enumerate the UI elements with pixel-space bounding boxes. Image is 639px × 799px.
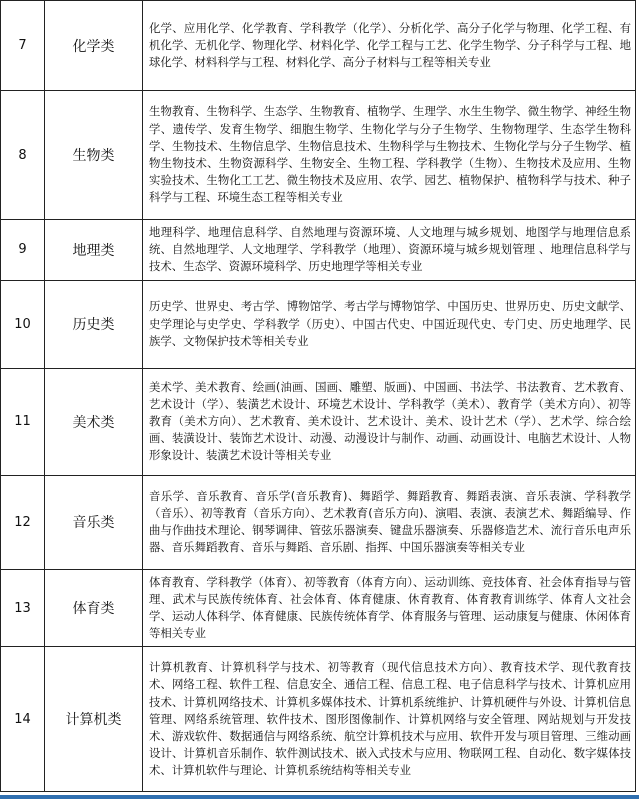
row-number: 13 <box>1 569 45 647</box>
table-row <box>1 475 636 569</box>
category-name: 体育类 <box>45 569 143 647</box>
table-row <box>1 647 636 792</box>
category-name: 化学类 <box>45 1 143 91</box>
category-name: 计算机类 <box>45 647 143 792</box>
category-name: 音乐类 <box>45 475 143 569</box>
major-list: 地理科学、地理信息科学、自然地理与资源环境、人文地理与城乡规划、地图学与地理信息系统、自然地理学、人文地理学、学科教学（地理）、资源环境与城乡规划管理 、地理信息科学与技术、生态学、资源环境科学、历史地理学等相关专业 <box>143 220 636 281</box>
major-list: 体育教育、学科教学（体育）、初等教育（体育方向）、运动训练、竞技体育、社会体育指导与管理、武术与民族传统体育、社会体育、体育健康、休育教育、体育教育训练学、体育人文社会学、运动人体科学、体育健康、民族传统体育学、体育服务与管理、运动康复与健康、休闲体育等相关专业 <box>143 569 636 647</box>
bottom-divider <box>0 795 639 799</box>
table-row <box>1 368 636 475</box>
major-list: 美术学、美术教育、绘画(油画、国画、雕塑、版画)、中国画、书法学、书法教育、艺术教育、艺术设计（学）、装潢艺术设计、环境艺术设计、学科教学（美术）、教育学（美术方向）、初等教育（美术方向）、艺术教育、美术设计、艺术设计、美术、设计艺术（学）、艺术学、综合绘画、装潢设计、装饰艺术设计、动漫、动漫设计与制作、动画、动画设计、电脑艺术设计、人物形象设计、装潢艺术设计等相关专业 <box>143 368 636 475</box>
row-number: 10 <box>1 280 45 368</box>
major-list: 计算机教育、计算机科学与技术、初等教育（现代信息技术方向）、教育技术学、现代教育技术、网络工程、软件工程、信息安全、通信工程、信息工程、电子信息科学与技术、计算机应用技术、计算机网络技术、计算机多媒体技术、计算机系统维护、计算机硬件与外设、计算机信息管理、网络系统管理、软件技术、图形图像制作、计算机网络与安全管理、网站规划与开发技术、游戏软件、数据通信与网络系统、航空计算机技术与应用、软件开发与项目管理、三维动画设计、计算机音乐制作、软件测试技术、嵌入式技术与应用、物联网工程、自动化、数字媒体技术、计算机软件与理论、计算机系统结构等相关专业 <box>143 647 636 792</box>
major-list: 音乐学、音乐教育、音乐学(音乐教育)、舞蹈学、舞蹈教育、舞蹈表演、音乐表演、学科教学（音乐）、初等教育（音乐方向）、艺术教育(音乐方向)、演唱、表演、表演艺术、舞蹈编导、作曲与作曲技术理论、钢琴调律、管弦乐器演奏、键盘乐器演奏、乐器修造艺术、流行音乐电声乐器、音乐舞蹈教育、音乐与舞蹈、音乐剧、指挥、中国乐器演奏等相关专业 <box>143 475 636 569</box>
table-row <box>1 569 636 647</box>
category-name: 美术类 <box>45 368 143 475</box>
row-number: 9 <box>1 220 45 281</box>
row-number: 12 <box>1 475 45 569</box>
major-list: 化学、应用化学、化学教育、学科教学（化学）、分析化学、高分子化学与物理、化学工程、有机化学、无机化学、物理化学、材料化学、化学工程与工艺、化学生物学、分子科学与工程、地球化学、材料科学与工程、材料化学、高分子材料与工程等相关专业 <box>143 1 636 91</box>
row-number: 8 <box>1 91 45 220</box>
table-row <box>1 91 636 220</box>
row-number: 14 <box>1 647 45 792</box>
major-list: 历史学、世界史、考古学、博物馆学、考古学与博物馆学、中国历史、世界历史、历史文献学、史学理论与史学史、学科教学（历史）、中国古代史、中国近现代史、专门史、历史地理学、民族学、文物保护技术等相关专业 <box>143 280 636 368</box>
category-name: 历史类 <box>45 280 143 368</box>
table-row <box>1 280 636 368</box>
category-name: 生物类 <box>45 91 143 220</box>
major-list: 生物教育、生物科学、生态学、生物教育、植物学、生理学、水生生物学、微生物学、神经生物学、遗传学、发育生物学、细胞生物学、生物化学与分子生物学、生物物理学、生态学生物科学、生物技术、生物信息学、生物信息技术、生物科学与生物技术、生物化学与分子生物学、植物生物技术、生物资源科学、生物安全、生物工程、学科教学（生物）、生物技术及应用、生物实验技术、生物化工工艺、微生物技术及应用、农学、园艺、植物保护、植物科学与技术、种子科学与工程、环境生态工程等相关专业 <box>143 91 636 220</box>
table-row <box>1 220 636 281</box>
row-number: 7 <box>1 1 45 91</box>
table-row <box>1 1 636 91</box>
category-name: 地理类 <box>45 220 143 281</box>
row-number: 11 <box>1 368 45 475</box>
